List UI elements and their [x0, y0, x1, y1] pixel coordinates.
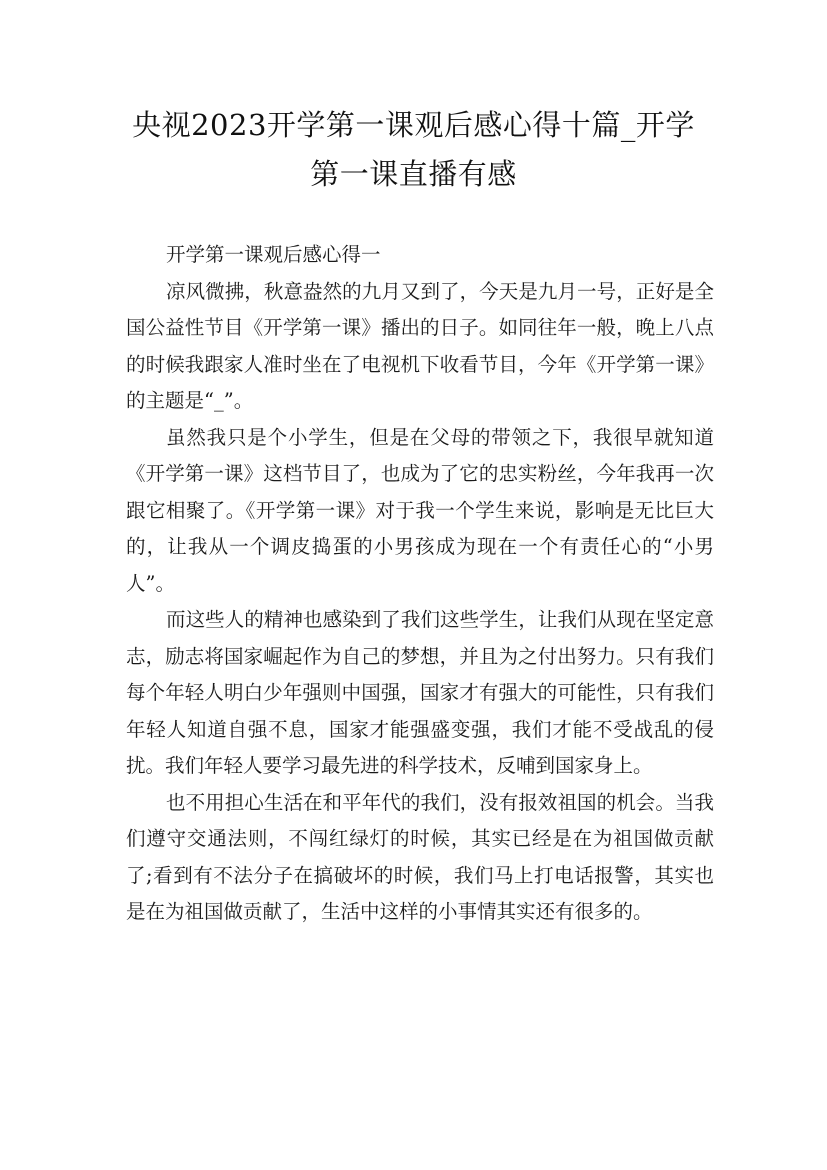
- paragraph-1: 凉风微拂，秋意盎然的九月又到了，今天是九月一号，正好是全国公益性节目《开学第一课》播出的日子。如同往年一般，晚上八点的时候我跟家人准时坐在了电视机下收看节目，今年《开学第一课》的主题是“_”。: [126, 279, 714, 412]
- document-body: [126, 237, 714, 931]
- title-line-1: 央视2023开学第一课观后感心得十篇_开学: [132, 108, 695, 142]
- paragraph-4: 也不用担心生活在和平年代的我们，没有报效祖国的机会。当我们遵守交通法则，不闯红绿灯的时候，其实已经是在为祖国做贡献了;看到有不法分子在搞破坏的时候，我们马上打电话报警，其实也是在为祖国做贡献了，生活中这样的小事情其实还有很多的。: [126, 790, 714, 923]
- section-heading: 开学第一课观后感心得一: [166, 243, 381, 266]
- paragraph-2: 虽然我只是个小学生，但是在父母的带领之下，我很早就知道《开学第一课》这档节目了，也成为了它的忠实粉丝，今年我再一次跟它相聚了。《开学第一课》对于我一个学生来说，影响是无比巨大的，让我从一个调皮捣蛋的小男孩成为现在一个有责任心的“小男人”。: [126, 425, 714, 595]
- title-line-2: 第一课直播有感: [310, 157, 517, 191]
- document-title: [110, 101, 717, 199]
- paragraph-3: 而这些人的精神也感染到了我们这些学生，让我们从现在坚定意志，励志将国家崛起作为自己的梦想，并且为之付出努力。只有我们每个年轻人明白少年强则中国强，国家才有强大的可能性，只有我们年轻人知道自强不息，国家才能强盛变强，我们才能不受战乱的侵扰。我们年轻人要学习最先进的科学技术，反哺到国家身上。: [126, 608, 714, 777]
